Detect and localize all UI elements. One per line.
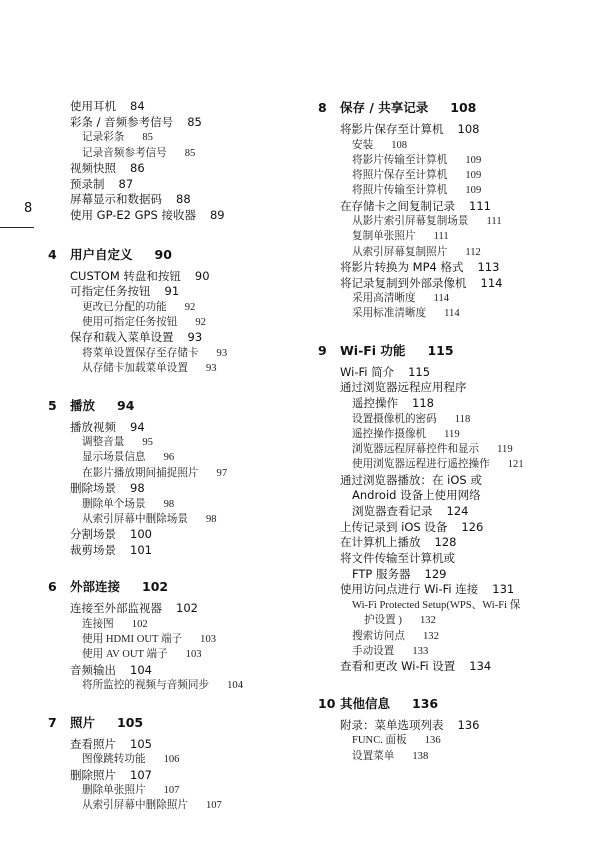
entry-page-number: 111 — [486, 216, 502, 228]
toc-section — [48, 246, 290, 377]
toc-entry[interactable] — [340, 551, 608, 582]
entry-page-number: 136 — [424, 735, 441, 747]
entry-page-number: 90 — [194, 268, 210, 283]
section-heading[interactable] — [318, 695, 608, 712]
toc-subentry[interactable] — [70, 632, 290, 647]
entry-page-number: 111 — [469, 198, 491, 213]
entry-page-number: 136 — [457, 717, 480, 732]
entry-page-number: 119 — [497, 444, 513, 456]
section-page-number: 115 — [427, 342, 454, 358]
toc-subentry[interactable] — [340, 138, 608, 153]
entry-text: 采用高清晰度 114 — [352, 293, 450, 305]
entry-page-number: 107 — [205, 800, 222, 812]
toc-subentry[interactable] — [340, 412, 608, 427]
entry-text: 彩条 / 音频参考信号 85 — [70, 114, 202, 129]
entry-page-number: 98 — [205, 513, 217, 525]
entry-page-number: 131 — [492, 582, 515, 597]
toc-entry[interactable] — [70, 269, 290, 285]
entry-text: 连接图 102 — [82, 619, 148, 631]
toc-subentry[interactable] — [340, 442, 608, 457]
entry-text: 播放视频 94 — [70, 419, 145, 434]
entry-page-number: 128 — [434, 535, 457, 550]
entry-text: FUNC. 面板 136 — [352, 735, 441, 747]
toc-entry[interactable] — [70, 208, 290, 224]
toc-entry[interactable] — [70, 177, 290, 193]
entry-page-number: 104 — [227, 680, 244, 692]
entry-page-number: 93 — [187, 330, 203, 345]
entry-page-number: 133 — [412, 645, 429, 657]
section-heading[interactable] — [48, 246, 290, 263]
toc-subentry[interactable] — [70, 497, 290, 512]
entry-text: 从索引屏幕中删除场景 98 — [82, 513, 217, 525]
entry-page-number: 109 — [465, 154, 482, 166]
entry-text-continued: 遥控操作 118 — [352, 396, 434, 411]
entry-text: 预录制 87 — [70, 176, 134, 191]
toc-intro-entries — [48, 99, 290, 224]
entry-page-number: 107 — [163, 785, 180, 797]
toc-section — [318, 342, 608, 675]
entry-page-number: 85 — [187, 114, 202, 129]
entry-page-number: 111 — [433, 231, 449, 243]
entry-text: 设置摄像机的密码 118 — [352, 413, 471, 425]
section-number: 9 — [318, 342, 327, 358]
entry-text: 通过浏览器远程应用程序 — [340, 380, 467, 395]
toc-subentry[interactable] — [340, 749, 608, 764]
entry-page-number: 119 — [444, 428, 460, 440]
entry-text: 将影片传输至计算机 109 — [352, 154, 482, 166]
section-number: 10 — [318, 695, 336, 711]
entry-text: 可指定任务按钮 91 — [70, 284, 180, 299]
toc-subentry[interactable] — [340, 306, 608, 321]
toc-subentry[interactable] — [340, 629, 608, 644]
entry-page-number: 114 — [444, 308, 460, 320]
entry-page-number: 96 — [163, 452, 175, 464]
entry-text: 通过浏览器播放：在 iOS 或 — [340, 472, 482, 487]
toc-subentry[interactable] — [340, 229, 608, 244]
toc-entry[interactable] — [340, 535, 608, 551]
toc-entry[interactable] — [340, 365, 608, 381]
entry-page-number: 93 — [216, 348, 228, 360]
entry-text: 使用 GP-E2 GPS 接收器 89 — [70, 207, 225, 222]
section-heading[interactable] — [318, 342, 608, 359]
entry-page-number: 97 — [216, 467, 228, 479]
toc-subentry[interactable] — [340, 168, 608, 183]
toc-entry[interactable] — [70, 192, 290, 208]
section-page-number: 105 — [117, 714, 144, 730]
section-page-number: 108 — [450, 100, 477, 115]
entry-page-number: 108 — [391, 139, 408, 151]
toc-entry[interactable] — [70, 99, 290, 115]
section-number: 7 — [48, 714, 57, 730]
entry-text: 采用标准清晰度 114 — [352, 308, 460, 320]
entry-page-number: 132 — [422, 630, 439, 642]
toc-subentry[interactable] — [70, 617, 290, 632]
entry-text: 设置菜单 138 — [352, 750, 429, 762]
section-title: 保存 / 共享记录 — [340, 100, 429, 115]
entry-page-number: 109 — [465, 185, 482, 197]
toc-subentry[interactable] — [70, 466, 290, 481]
entry-page-number: 106 — [163, 754, 180, 766]
entry-text: 将影片转换为 MP4 格式 113 — [340, 259, 500, 274]
entry-text: 更改已分配的功能 92 — [82, 302, 196, 314]
section-number: 4 — [48, 246, 57, 262]
toc-subentry[interactable] — [340, 183, 608, 198]
entry-text: 删除单个场景 98 — [82, 498, 175, 510]
entry-page-number: 107 — [130, 767, 152, 782]
entry-text: 屏幕显示和数据码 88 — [70, 192, 191, 207]
entry-page-number: 103 — [185, 649, 202, 661]
section-title: 照片 — [70, 714, 96, 730]
entry-text-continued: 浏览器查看记录 124 — [352, 503, 469, 518]
entry-text: 记录音频参考信号 85 — [82, 147, 196, 159]
entry-text: 删除场景 98 — [70, 480, 145, 495]
section-title: Wi-Fi 功能 — [340, 342, 406, 358]
entry-text-continued: 护设置 ) 132 — [364, 615, 436, 627]
toc-subentry[interactable] — [70, 146, 290, 161]
toc-entry[interactable] — [340, 122, 608, 138]
section-page-number: 102 — [142, 579, 169, 595]
toc-subentry[interactable] — [70, 315, 290, 330]
entry-text: 在存储卡之间复制记录 111 — [340, 198, 491, 213]
toc-entry[interactable] — [70, 663, 290, 679]
entry-page-number: 92 — [195, 317, 206, 329]
toc-entry[interactable] — [70, 330, 290, 346]
toc-entry[interactable] — [340, 199, 608, 215]
entry-text: 分割场景 100 — [70, 526, 152, 541]
entry-page-number: 108 — [457, 122, 480, 136]
entry-text: 连接至外部监视器 102 — [70, 601, 198, 616]
entry-page-number: 112 — [465, 246, 481, 258]
entry-page-number: 115 — [408, 364, 431, 379]
toc-section — [48, 714, 290, 814]
entry-page-number: 124 — [446, 503, 469, 518]
toc-subentry[interactable] — [340, 291, 608, 306]
entry-page-number: 134 — [469, 659, 492, 673]
entry-page-number: 98 — [163, 498, 175, 510]
toc-entry[interactable] — [340, 276, 608, 292]
entry-text: 将影片保存至计算机 108 — [340, 122, 480, 136]
entry-text: 使用耳机 84 — [70, 99, 145, 113]
entry-page-number: 92 — [184, 302, 196, 314]
entry-text: 复制单张照片 111 — [352, 231, 449, 243]
section-heading[interactable] — [318, 99, 608, 116]
toc-entry[interactable] — [70, 284, 290, 300]
entry-text: 搜索访问点 132 — [352, 630, 439, 642]
entry-page-number: 98 — [130, 480, 145, 495]
section-page-number: 94 — [117, 397, 135, 413]
toc-entry[interactable] — [340, 718, 608, 734]
entry-page-number: 132 — [419, 615, 436, 627]
entry-page-number: 86 — [130, 160, 145, 175]
toc-section — [318, 99, 608, 322]
entry-page-number: 88 — [176, 192, 191, 207]
entry-page-number: 126 — [461, 519, 484, 534]
entry-text: 从存储卡加载菜单设置 93 — [82, 363, 217, 375]
toc-subentry[interactable] — [70, 647, 290, 662]
entry-text: 调整音量 95 — [82, 437, 153, 449]
toc-entry[interactable] — [70, 161, 290, 177]
entry-page-number: 121 — [507, 459, 524, 471]
entry-text: 音频输出 104 — [70, 662, 152, 677]
toc-entry[interactable] — [70, 527, 290, 543]
entry-page-number: 114 — [433, 293, 450, 305]
toc-subentry[interactable] — [70, 346, 290, 361]
entry-page-number: 118 — [454, 413, 471, 425]
entry-text: 查看照片 105 — [70, 736, 152, 751]
toc-section — [318, 695, 608, 764]
entry-text: 删除单张照片 107 — [82, 785, 180, 797]
section-number: 8 — [318, 100, 327, 115]
entry-text: 在计算机上播放 128 — [340, 535, 457, 550]
toc-subentry[interactable] — [340, 245, 608, 260]
entry-text: 查看和更改 Wi-Fi 设置 134 — [340, 659, 492, 673]
page-divider — [0, 227, 34, 228]
entry-page-number: 93 — [205, 363, 217, 375]
entry-page-number: 138 — [412, 750, 429, 762]
section-number: 6 — [48, 579, 57, 595]
entry-page-number: 89 — [209, 207, 225, 222]
entry-text: 遥控操作摄像机 119 — [352, 428, 460, 440]
section-title: 其他信息 — [340, 695, 391, 711]
entry-page-number: 85 — [184, 147, 196, 159]
toc-section — [48, 397, 290, 559]
entry-page-number: 87 — [118, 176, 134, 191]
section-number: 5 — [48, 397, 57, 413]
entry-text-continued: Android 设备上使用网络 — [352, 488, 481, 503]
entry-page-number: 95 — [142, 437, 153, 449]
toc-subentry[interactable] — [340, 598, 608, 628]
entry-text: 裁剪场景 101 — [70, 542, 152, 557]
entry-text: 从索引屏幕中删除照片 107 — [82, 800, 222, 812]
entry-text: 将记录复制到外部录像机 114 — [340, 275, 503, 290]
entry-page-number: 109 — [465, 170, 482, 182]
toc-entry[interactable] — [340, 520, 608, 536]
entry-text: 保存和载入菜单设置 93 — [70, 330, 203, 345]
section-heading[interactable] — [48, 397, 290, 414]
toc-entry[interactable] — [70, 420, 290, 436]
toc-subentry[interactable] — [340, 457, 608, 472]
section-title: 用户自定义 — [70, 246, 133, 262]
entry-text: 使用可指定任务按钮 92 — [82, 317, 206, 329]
entry-page-number: 100 — [130, 526, 152, 541]
toc-entry[interactable] — [70, 737, 290, 753]
toc-subentry[interactable] — [70, 678, 290, 693]
entry-text: Wi-Fi 简介 115 — [340, 364, 431, 379]
toc-entry[interactable] — [340, 473, 608, 520]
entry-text: 将所监控的视频与音频同步 104 — [82, 680, 244, 692]
toc-subentry[interactable] — [340, 214, 608, 229]
toc-right-column — [318, 99, 608, 784]
section-heading[interactable] — [48, 578, 290, 595]
toc-subentry[interactable] — [70, 130, 290, 145]
entry-text: 从索引屏幕复制照片 112 — [352, 246, 481, 258]
toc-subentry[interactable] — [340, 733, 608, 748]
entry-text: 浏览器远程屏幕控件和显示 119 — [352, 444, 513, 456]
toc-subentry[interactable] — [70, 512, 290, 527]
entry-page-number: 129 — [424, 566, 447, 581]
toc-entry[interactable] — [340, 582, 608, 598]
entry-page-number: 103 — [200, 634, 217, 646]
page-number: 8 — [24, 201, 33, 216]
entry-text: 将照片保存至计算机 109 — [352, 170, 482, 182]
entry-text: 显示场景信息 96 — [82, 452, 175, 464]
toc-entry[interactable] — [70, 543, 290, 559]
entry-text-continued: FTP 服务器 129 — [352, 566, 447, 581]
entry-page-number: 94 — [130, 419, 145, 434]
entry-text: 删除照片 107 — [70, 767, 152, 782]
entry-text: 使用浏览器远程进行遥控操作 121 — [352, 459, 524, 471]
entry-text: 手动设置 133 — [352, 645, 429, 657]
entry-text: 记录彩条 85 — [82, 132, 153, 144]
entry-page-number: 85 — [142, 132, 153, 144]
entry-page-number: 91 — [164, 284, 180, 299]
section-title: 外部连接 — [70, 579, 121, 595]
entry-text: 在影片播放期间捕捉照片 97 — [82, 467, 228, 479]
entry-page-number: 105 — [130, 736, 152, 751]
toc-entry[interactable] — [70, 481, 290, 497]
toc-subentry[interactable] — [340, 153, 608, 168]
toc-subentry[interactable] — [70, 300, 290, 315]
toc-entry[interactable] — [70, 115, 290, 131]
toc-left-column — [48, 99, 290, 834]
entry-text: 图像跳转功能 106 — [82, 754, 180, 766]
toc-subentry[interactable] — [340, 644, 608, 659]
toc-subentry[interactable] — [340, 427, 608, 442]
toc-subentry[interactable] — [70, 783, 290, 798]
toc-entry[interactable] — [340, 260, 608, 276]
entry-text: 从影片索引屏幕复制场景 111 — [352, 216, 502, 228]
entry-page-number: 102 — [131, 619, 148, 631]
entry-page-number: 114 — [480, 275, 503, 290]
toc-entry[interactable] — [340, 380, 608, 411]
toc-subentry[interactable] — [70, 361, 290, 376]
toc-entry[interactable] — [70, 601, 290, 617]
section-page-number: 90 — [154, 246, 172, 262]
toc-entry[interactable] — [340, 659, 608, 675]
entry-page-number: 104 — [130, 662, 152, 677]
entry-text: 使用访问点进行 Wi-Fi 连接 131 — [340, 582, 515, 597]
entry-page-number: 101 — [130, 542, 152, 557]
entry-text: 视频快照 86 — [70, 160, 145, 175]
section-title: 播放 — [70, 397, 96, 413]
entry-text: 使用 AV OUT 端子 103 — [82, 649, 202, 661]
toc-subentry[interactable] — [70, 435, 290, 450]
toc-subentry[interactable] — [70, 798, 290, 813]
entry-page-number: 113 — [477, 259, 500, 274]
toc-entry[interactable] — [70, 768, 290, 784]
entry-text: 安装 108 — [352, 139, 408, 151]
entry-text: 附录：菜单选项列表 136 — [340, 717, 480, 732]
entry-page-number: 102 — [176, 601, 198, 616]
entry-text: 将菜单设置保存至存储卡 93 — [82, 348, 228, 360]
entry-text: 上传记录到 iOS 设备 126 — [340, 519, 484, 534]
entry-text: 使用 HDMI OUT 端子 103 — [82, 634, 217, 646]
section-page-number: 136 — [412, 695, 439, 711]
entry-text: Wi-Fi Protected Setup(WPS、Wi-Fi 保 — [352, 600, 521, 612]
toc-subentry[interactable] — [70, 450, 290, 465]
entry-text: CUSTOM 转盘和按钮 90 — [70, 268, 210, 283]
entry-page-number: 118 — [412, 396, 434, 411]
toc-subentry[interactable] — [70, 752, 290, 767]
toc-section — [48, 578, 290, 693]
entry-page-number: 84 — [130, 99, 145, 113]
entry-text: 将照片传输至计算机 109 — [352, 185, 482, 197]
section-heading[interactable] — [48, 714, 290, 731]
entry-text: 将文件传输至计算机或 — [340, 551, 455, 566]
